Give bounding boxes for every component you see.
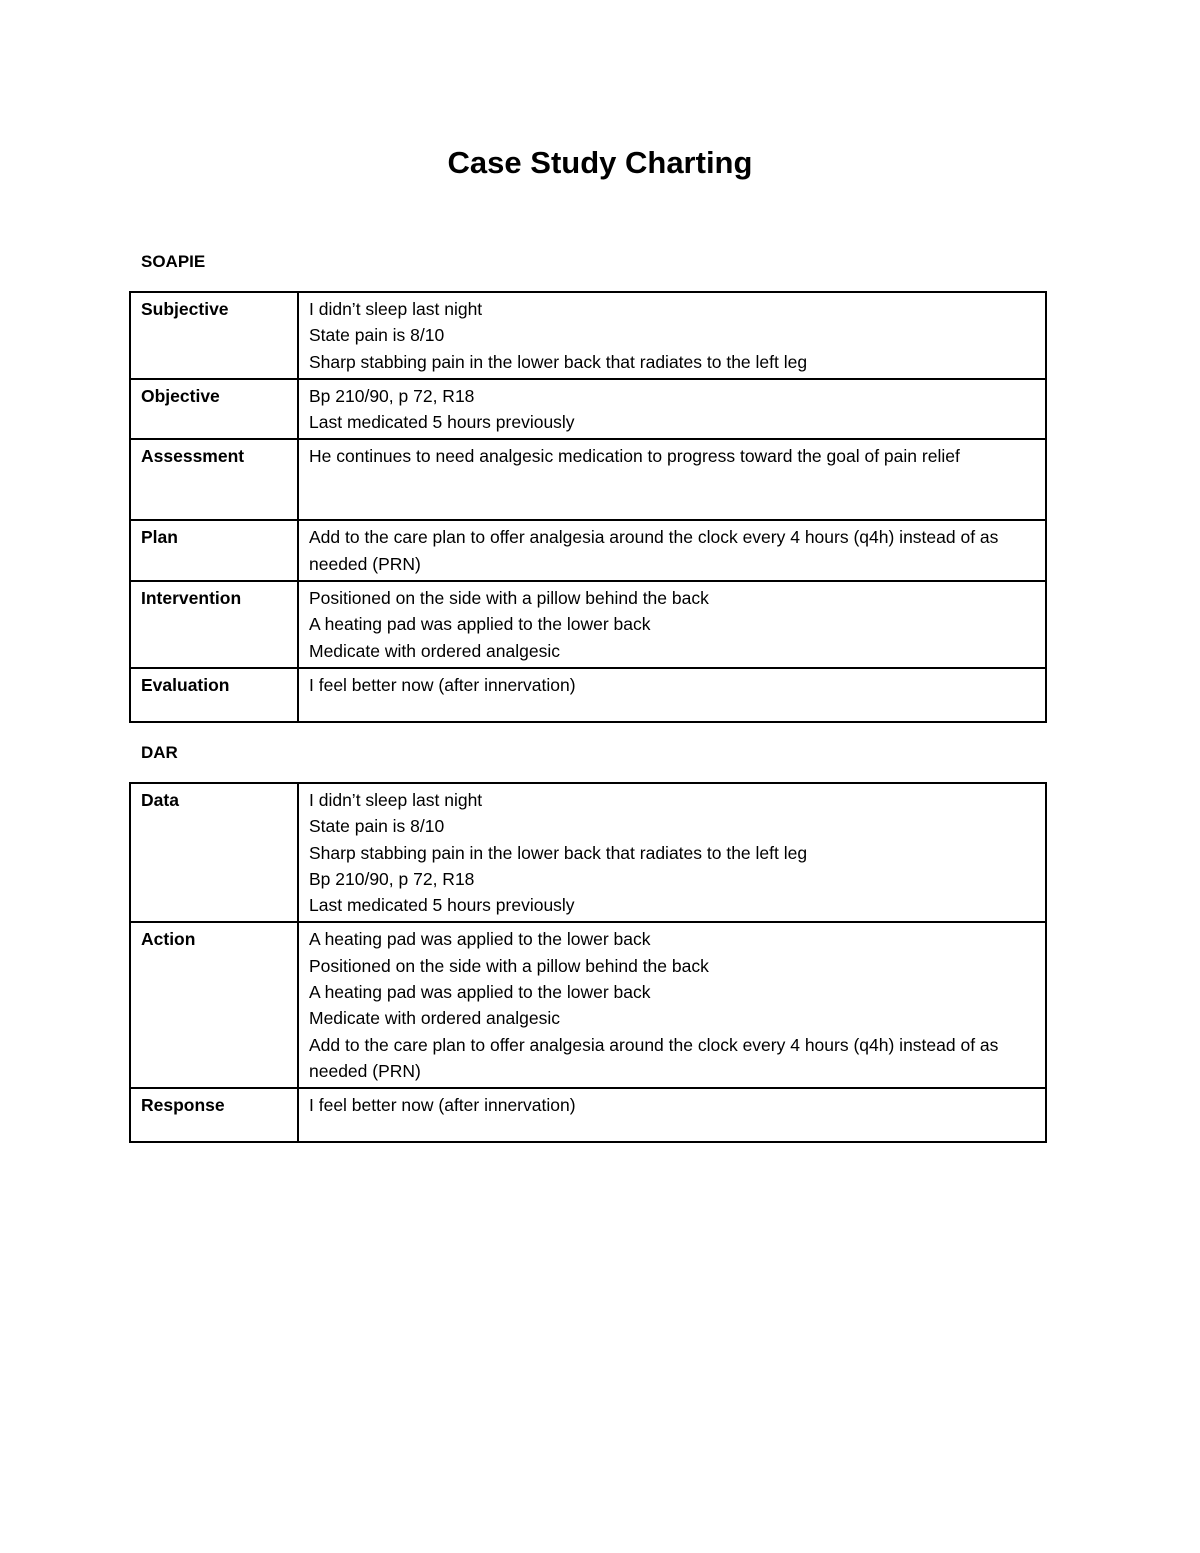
content-line: Sharp stabbing pain in the lower back that radiates to the left leg: [309, 842, 808, 863]
content-line: State pain is 8/10: [309, 325, 445, 346]
row-label: Intervention: [130, 581, 298, 668]
content-line: Last medicated 5 hours previously: [309, 895, 575, 916]
row-content: [298, 292, 1046, 379]
soapie-row-intervention: [130, 581, 1046, 668]
content-line: Add to the care plan to offer analgesia around the clock every 4 hours (q4h) instead of as needed (PRN): [309, 1034, 999, 1081]
row-content: [298, 783, 1046, 922]
soapie-row-objective: [130, 379, 1046, 440]
soapie-row-plan: [130, 520, 1046, 581]
dar-row-response: [130, 1088, 1046, 1142]
content-line: Sharp stabbing pain in the lower back that radiates to the left leg: [309, 351, 808, 372]
soapie-row-assessment: [130, 439, 1046, 520]
row-content: [298, 581, 1046, 668]
content-line: Medicate with ordered analgesic: [309, 1008, 560, 1029]
content-line: State pain is 8/10: [309, 816, 445, 837]
content-line: Last medicated 5 hours previously: [309, 412, 575, 433]
row-content: [298, 520, 1046, 581]
row-content: [298, 668, 1046, 722]
content-line: Positioned on the side with a pillow behind the back: [309, 955, 709, 976]
content-line: I feel better now (after innervation): [309, 1095, 576, 1116]
row-content: [298, 922, 1046, 1088]
content-line: Add to the care plan to offer analgesia around the clock every 4 hours (q4h) instead of as needed (PRN): [309, 527, 999, 574]
row-label: Data: [130, 783, 298, 922]
dar-section-label: DAR: [141, 743, 178, 762]
row-label: Response: [130, 1088, 298, 1142]
content-line: I feel better now (after innervation): [309, 674, 576, 695]
dar-row-action: [130, 922, 1046, 1088]
dar-table: [129, 782, 1047, 1143]
content-line: I didn’t sleep last night: [309, 790, 483, 810]
soapie-row-evaluation: [130, 668, 1046, 722]
row-label: Assessment: [130, 439, 298, 520]
row-content: [298, 379, 1046, 440]
content-line: A heating pad was applied to the lower back: [309, 929, 651, 950]
row-label: Evaluation: [130, 668, 298, 722]
soapie-section-label: SOAPIE: [141, 252, 206, 271]
row-content: [298, 1088, 1046, 1142]
row-label: Subjective: [130, 292, 298, 379]
row-label: Action: [130, 922, 298, 1088]
content-line: Bp 210/90, p 72, R18: [309, 385, 475, 406]
content-line: Bp 210/90, p 72, R18: [309, 868, 475, 889]
page-title: Case Study Charting: [447, 145, 753, 180]
dar-row-data: [130, 783, 1046, 922]
content-line: A heating pad was applied to the lower back: [309, 614, 651, 635]
row-content: [298, 439, 1046, 520]
content-line: I didn’t sleep last night: [309, 299, 483, 319]
content-line: Positioned on the side with a pillow behind the back: [309, 588, 709, 609]
row-label: Plan: [130, 520, 298, 581]
row-label: Objective: [130, 379, 298, 440]
soapie-table: [129, 291, 1047, 723]
content-line: Medicate with ordered analgesic: [309, 640, 560, 661]
soapie-row-subjective: [130, 292, 1046, 379]
content-line: A heating pad was applied to the lower back: [309, 982, 651, 1003]
content-line: He continues to need analgesic medication to progress toward the goal of pain relief: [309, 446, 960, 467]
